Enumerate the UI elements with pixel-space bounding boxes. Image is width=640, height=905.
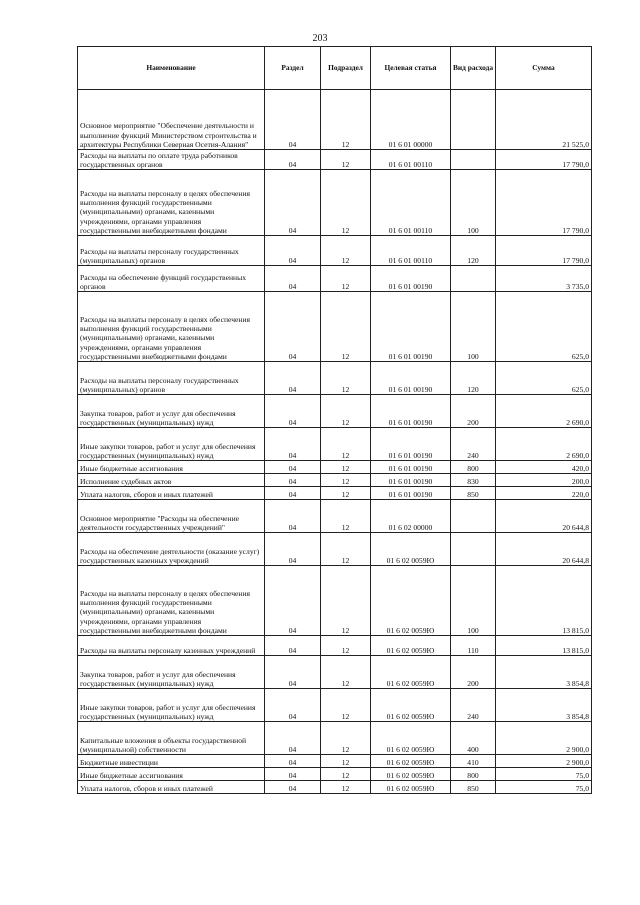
table-cell-name: Расходы на выплаты персоналу в целях обеспечения выполнения функций государственными (муниципальными) органами, казенными учреждениями, органами управления государственными внебюджетными фондами: [78, 566, 265, 636]
table-row: [78, 768, 592, 781]
table-cell-vid: 400: [451, 722, 496, 755]
table-row: [78, 487, 592, 500]
table-cell-name: Капитальные вложения в объекты государственной (муниципальной) собственности: [78, 722, 265, 755]
table-cell-name: Расходы на выплаты персоналу в целях обеспечения выполнения функций государственными (муниципальными) органами, казенными учреждениями, органами управления государственными внебюджетными фондами: [78, 292, 265, 362]
table-cell-summa: 13 815,0: [496, 636, 592, 656]
table-cell-statya: 01 6 01 00190: [371, 395, 451, 428]
table-cell-podrazdel: 12: [321, 636, 371, 656]
table-cell-statya: 01 6 01 00190: [371, 428, 451, 461]
table-cell-razdel: 04: [265, 461, 321, 474]
table-cell-vid: [451, 150, 496, 170]
table-cell-podrazdel: 12: [321, 395, 371, 428]
table-cell-razdel: 04: [265, 170, 321, 236]
table-cell-podrazdel: 12: [321, 768, 371, 781]
table-cell-name: Расходы на обеспечение деятельности (оказание услуг) государственных казенных учреждений: [78, 533, 265, 566]
table-cell-razdel: 04: [265, 656, 321, 689]
table-cell-podrazdel: 12: [321, 755, 371, 768]
table-cell-summa: 20 644,8: [496, 500, 592, 533]
table-cell-vid: 850: [451, 487, 496, 500]
table-cell-vid: 200: [451, 656, 496, 689]
table-cell-podrazdel: 12: [321, 170, 371, 236]
table-cell-summa: 13 815,0: [496, 566, 592, 636]
table-cell-statya: 01 6 02 0059Ю: [371, 689, 451, 722]
table-row: [78, 689, 592, 722]
table-row: [78, 566, 592, 636]
table-cell-summa: 17 790,0: [496, 150, 592, 170]
table-row: [78, 266, 592, 292]
table-cell-name: Основное мероприятие "Обеспечение деятельности и выполнение функций Министерством строительства и архитектуры Республики Северная Осетия-Алания": [78, 90, 265, 150]
table-cell-name: Расходы на выплаты персоналу государственных (муниципальных) органов: [78, 362, 265, 395]
header-razdel: Раздел: [265, 47, 321, 90]
table-cell-name: Иные бюджетные ассигнования: [78, 768, 265, 781]
table-cell-summa: 420,0: [496, 461, 592, 474]
table-cell-podrazdel: 12: [321, 566, 371, 636]
table-cell-name: Закупка товаров, работ и услуг для обеспечения государственных (муниципальных) нужд: [78, 395, 265, 428]
table-row: [78, 636, 592, 656]
header-podrazdel: Подраздел: [321, 47, 371, 90]
table-cell-razdel: 04: [265, 689, 321, 722]
table-cell-vid: [451, 90, 496, 150]
table-cell-name: Расходы на выплаты персоналу казенных учреждений: [78, 636, 265, 656]
table-cell-vid: [451, 533, 496, 566]
table-cell-podrazdel: 12: [321, 500, 371, 533]
table-row: [78, 395, 592, 428]
table-cell-podrazdel: 12: [321, 292, 371, 362]
table-cell-vid: 120: [451, 236, 496, 266]
table-cell-statya: 01 6 01 00110: [371, 170, 451, 236]
header-name: Наименование: [78, 47, 265, 90]
table-cell-name: Расходы на выплаты персоналу государственных (муниципальных) органов: [78, 236, 265, 266]
table-cell-summa: 17 790,0: [496, 170, 592, 236]
table-cell-vid: 410: [451, 755, 496, 768]
table-cell-vid: 110: [451, 636, 496, 656]
table-cell-vid: [451, 500, 496, 533]
table-cell-razdel: 04: [265, 150, 321, 170]
table-cell-name: Иные закупки товаров, работ и услуг для обеспечения государственных (муниципальных) нужд: [78, 689, 265, 722]
table-cell-vid: 120: [451, 362, 496, 395]
table-cell-name: Уплата налогов, сборов и иных платежей: [78, 487, 265, 500]
table-cell-summa: 625,0: [496, 362, 592, 395]
table-row: [78, 292, 592, 362]
table-cell-podrazdel: 12: [321, 656, 371, 689]
table-row: [78, 755, 592, 768]
table-cell-statya: 01 6 01 00190: [371, 461, 451, 474]
table-cell-razdel: 04: [265, 236, 321, 266]
table-cell-razdel: 04: [265, 428, 321, 461]
table-cell-vid: 800: [451, 768, 496, 781]
table-cell-summa: 21 525,0: [496, 90, 592, 150]
table-cell-summa: 3 854,8: [496, 689, 592, 722]
table-cell-razdel: 04: [265, 292, 321, 362]
table-cell-vid: 240: [451, 689, 496, 722]
header-statya: Целевая статья: [371, 47, 451, 90]
table-cell-razdel: 04: [265, 487, 321, 500]
table-cell-podrazdel: 12: [321, 533, 371, 566]
table-cell-statya: 01 6 01 00110: [371, 150, 451, 170]
table-cell-razdel: 04: [265, 755, 321, 768]
table-row: [78, 362, 592, 395]
table-cell-vid: 830: [451, 474, 496, 487]
table-cell-razdel: 04: [265, 781, 321, 794]
table-row: [78, 236, 592, 266]
table-cell-summa: 75,0: [496, 781, 592, 794]
table-body: [78, 90, 592, 794]
table-cell-name: Расходы на обеспечение функций государственных органов: [78, 266, 265, 292]
table-cell-podrazdel: 12: [321, 266, 371, 292]
table-cell-razdel: 04: [265, 768, 321, 781]
table-cell-statya: 01 6 01 00190: [371, 266, 451, 292]
table-cell-name: Исполнение судебных актов: [78, 474, 265, 487]
table-cell-vid: 200: [451, 395, 496, 428]
table-row: [78, 722, 592, 755]
table-row: [78, 150, 592, 170]
table-cell-podrazdel: 12: [321, 90, 371, 150]
table-cell-vid: 850: [451, 781, 496, 794]
table-row: [78, 428, 592, 461]
table-cell-summa: 17 790,0: [496, 236, 592, 266]
table-cell-summa: 3 735,0: [496, 266, 592, 292]
table-cell-razdel: 04: [265, 533, 321, 566]
table-row: [78, 500, 592, 533]
table-cell-statya: 01 6 01 00190: [371, 474, 451, 487]
table-cell-statya: 01 6 02 0059Ю: [371, 533, 451, 566]
table-cell-name: Закупка товаров, работ и услуг для обеспечения государственных (муниципальных) нужд: [78, 656, 265, 689]
table-row: [78, 781, 592, 794]
table-row: [78, 90, 592, 150]
table-cell-razdel: 04: [265, 722, 321, 755]
table-cell-statya: 01 6 02 0059Ю: [371, 636, 451, 656]
table-cell-summa: 625,0: [496, 292, 592, 362]
table-cell-summa: 2 690,0: [496, 428, 592, 461]
table-cell-podrazdel: 12: [321, 150, 371, 170]
header-summa: Сумма: [496, 47, 592, 90]
table-row: [78, 474, 592, 487]
table-cell-name: Основное мероприятие "Расходы на обеспечение деятельности государственных учреждений": [78, 500, 265, 533]
table-cell-podrazdel: 12: [321, 689, 371, 722]
table-cell-statya: 01 6 01 00190: [371, 292, 451, 362]
table-cell-razdel: 04: [265, 362, 321, 395]
table-row: [78, 533, 592, 566]
table-row: [78, 170, 592, 236]
table-cell-vid: [451, 266, 496, 292]
table-cell-podrazdel: 12: [321, 487, 371, 500]
table-cell-razdel: 04: [265, 566, 321, 636]
table-cell-name: Расходы на выплаты по оплате труда работников государственных органов: [78, 150, 265, 170]
table-cell-podrazdel: 12: [321, 362, 371, 395]
table-cell-summa: 2 900,0: [496, 755, 592, 768]
table-cell-statya: 01 6 02 0059Ю: [371, 566, 451, 636]
table-cell-summa: 20 644,8: [496, 533, 592, 566]
table-cell-name: Иные закупки товаров, работ и услуг для обеспечения государственных (муниципальных) нужд: [78, 428, 265, 461]
table-cell-razdel: 04: [265, 90, 321, 150]
budget-table: [77, 46, 592, 794]
table-cell-statya: 01 6 02 0059Ю: [371, 755, 451, 768]
table-cell-vid: 240: [451, 428, 496, 461]
table-cell-statya: 01 6 02 0059Ю: [371, 722, 451, 755]
table-cell-summa: 2 900,0: [496, 722, 592, 755]
table-cell-statya: 01 6 01 00000: [371, 90, 451, 150]
table-cell-statya: 01 6 01 00110: [371, 236, 451, 266]
table-cell-name: Иные бюджетные ассигнования: [78, 461, 265, 474]
table-cell-podrazdel: 12: [321, 474, 371, 487]
table-header: [78, 47, 592, 90]
table-cell-name: Уплата налогов, сборов и иных платежей: [78, 781, 265, 794]
table-cell-summa: 200,0: [496, 474, 592, 487]
table-cell-podrazdel: 12: [321, 236, 371, 266]
table-cell-razdel: 04: [265, 474, 321, 487]
header-vid: Вид расхода: [451, 47, 496, 90]
page-number: 203: [312, 33, 328, 44]
table-cell-name: Расходы на выплаты персоналу в целях обеспечения выполнения функций государственными (муниципальными) органами, казенными учреждениями, органами управления государственными внебюджетными фондами: [78, 170, 265, 236]
table-cell-statya: 01 6 02 0059Ю: [371, 781, 451, 794]
table-cell-summa: 75,0: [496, 768, 592, 781]
table-cell-statya: 01 6 01 00190: [371, 362, 451, 395]
table-cell-statya: 01 6 02 0059Ю: [371, 656, 451, 689]
table-cell-statya: 01 6 02 00000: [371, 500, 451, 533]
table-cell-summa: 220,0: [496, 487, 592, 500]
table-cell-podrazdel: 12: [321, 722, 371, 755]
table-row: [78, 461, 592, 474]
table-cell-vid: 800: [451, 461, 496, 474]
table-cell-statya: 01 6 02 0059Ю: [371, 768, 451, 781]
table-cell-summa: 3 854,8: [496, 656, 592, 689]
table-cell-razdel: 04: [265, 266, 321, 292]
table-cell-statya: 01 6 01 00190: [371, 487, 451, 500]
table-cell-razdel: 04: [265, 500, 321, 533]
table-cell-podrazdel: 12: [321, 781, 371, 794]
table-cell-name: Бюджетные инвестиции: [78, 755, 265, 768]
table-row: [78, 656, 592, 689]
table-cell-vid: 100: [451, 170, 496, 236]
table-cell-podrazdel: 12: [321, 461, 371, 474]
table-cell-vid: 100: [451, 566, 496, 636]
table-cell-razdel: 04: [265, 395, 321, 428]
table-cell-vid: 100: [451, 292, 496, 362]
table-cell-razdel: 04: [265, 636, 321, 656]
table-cell-summa: 2 690,0: [496, 395, 592, 428]
table-cell-podrazdel: 12: [321, 428, 371, 461]
